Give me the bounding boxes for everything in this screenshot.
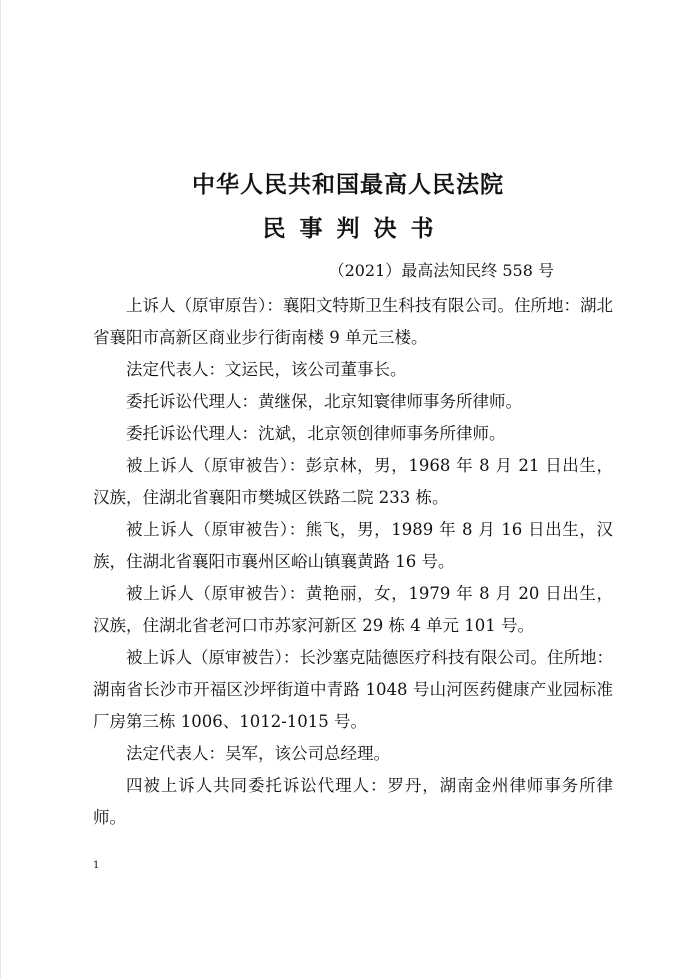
party-paragraph: 被上诉人（原审被告）：黄艳丽，女，1979 年 8 月 20 日出生，汉族，住湖北省老河口市苏家河新区 29 栋 4 单元 101 号。 [93, 584, 613, 635]
document-type-title: 民事判决书 [262, 215, 448, 242]
party-paragraph: 法定代表人：吴军，该公司总经理。 [126, 744, 390, 763]
party-paragraph: 委托诉讼代理人：沈斌，北京领创律师事务所律师。 [126, 424, 506, 443]
party-paragraph: 法定代表人：文运民，该公司董事长。 [126, 360, 407, 379]
court-title: 中华人民共和国最高人民法院 [192, 171, 504, 198]
party-paragraph: 委托诉讼代理人：黄继保，北京知寰律师事务所律师。 [126, 392, 522, 411]
party-paragraph: 四被上诉人共同委托诉讼代理人：罗丹，湖南金州律师事务所律师。 [93, 776, 613, 827]
party-paragraph: 被上诉人（原审被告）：熊飞，男，1989 年 8 月 16 日出生，汉族，住湖北省襄阳市襄州区峪山镇襄黄路 16 号。 [93, 520, 613, 571]
case-number: （2021）最高法知民终 558 号 [328, 261, 554, 280]
parties-section [93, 290, 613, 834]
party-paragraph: 被上诉人（原审被告）：彭京林，男，1968 年 8 月 21 日出生，汉族，住湖北省襄阳市樊城区铁路二院 233 栋。 [93, 456, 613, 507]
party-paragraph: 被上诉人（原审被告）：长沙塞克陆德医疗科技有限公司。住所地：湖南省长沙市开福区沙坪街道中青路 1048 号山河医药健康产业园标准厂房第三栋 1006、1012-1015 号。 [93, 648, 613, 731]
party-paragraph: 上诉人（原审原告）：襄阳文特斯卫生科技有限公司。住所地：湖北省襄阳市高新区商业步行街南楼 9 单元三楼。 [93, 296, 613, 347]
page-number: 1 [93, 860, 100, 871]
